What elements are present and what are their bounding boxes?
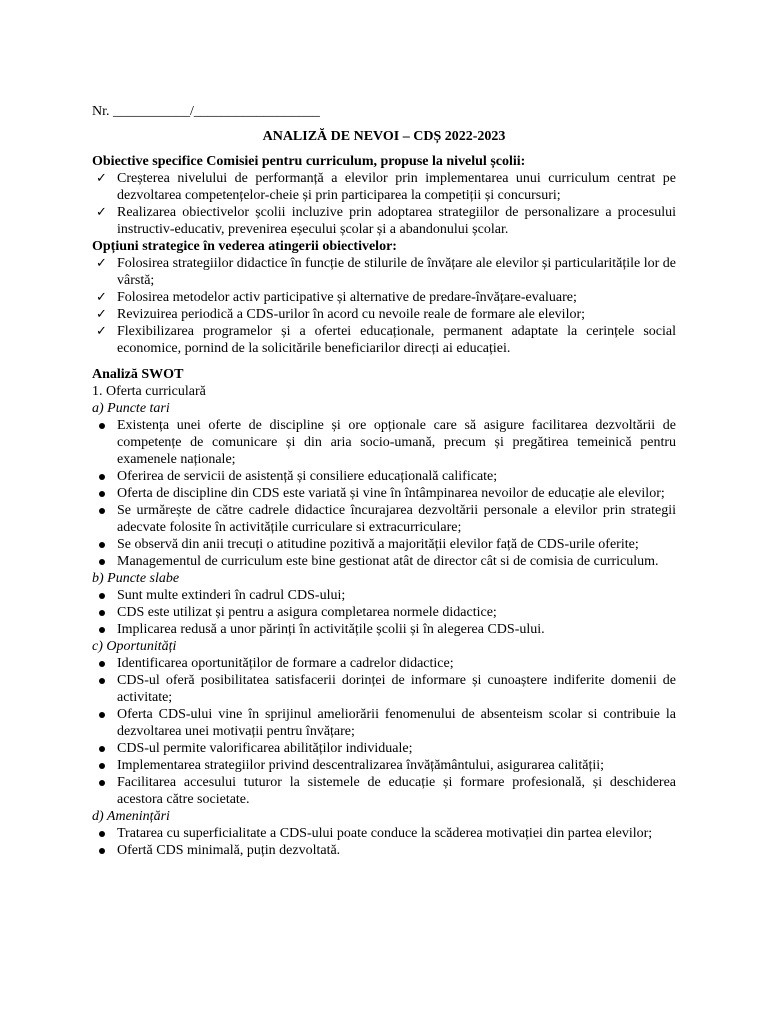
option-item: ✓ Folosirea metodelor activ participative și alternative de predare-învățare-evaluare; — [92, 289, 676, 306]
document-title: ANALIZĂ DE NEVOI – CDȘ 2022-2023 — [262, 129, 506, 144]
opportunity-item: CDS-ul permite valorificarea abilităților individuale; — [92, 740, 676, 757]
strength-item: Se observă din anii trecuți o atitudine pozitivă a majorității elevilor față de CDS-urile oferite; — [92, 536, 676, 553]
opportunity-item: Oferta CDS-ului vine în sprijinul ameliorării fenomenului de absenteism scolar si contribuie la dezvoltarea unei motivații pentru învățare; — [92, 706, 676, 740]
option-item: ✓ Folosirea strategiilor didactice în funcție de stilurile de învățare ale elevilor și particularitățile lor de vârstă; — [92, 255, 676, 289]
strength-item: Existența unei oferte de discipline și ore opționale care să asigure facilitarea dezvoltării de competențe de comunicare și din aria socio-umană, precum și pregătirea temeinică pentru examenele naționale; — [92, 417, 676, 468]
weaknesses-list — [92, 587, 676, 638]
weaknesses-heading: b) Puncte slabe — [92, 571, 180, 586]
option-item: ✓ Flexibilizarea programelor și a ofertei educaționale, permanent adaptate la cerințele social economice, pornind de la solicitările beneficiarilor direcți ai educației. — [92, 323, 676, 357]
objective-item: ✓ Creșterea nivelului de performanță a elevilor prin implementarea unui curriculum centrat pe dezvoltarea competențelor-cheie și prin participarea la competiții și concursuri; — [92, 170, 676, 204]
threats-list — [92, 825, 676, 859]
opportunities-list — [92, 655, 676, 808]
weakness-item: Implicarea redusă a unor părinți în activitățile școlii și în alegerea CDS-ului. — [92, 621, 676, 638]
document-number-line: Nr. ___________/__________________ — [92, 104, 320, 119]
opportunity-item: Identificarea oportunităților de formare a cadrelor didactice; — [92, 655, 676, 672]
document-body — [92, 103, 676, 859]
objectives-heading: Obiective specifice Comisiei pentru curriculum, propuse la nivelul școlii: — [92, 154, 526, 169]
strength-item: Oferta de discipline din CDS este variată și vine în întâmpinarea nevoilor de educație ale elevilor; — [92, 485, 676, 502]
section-heading: 1. Oferta curriculară — [92, 384, 206, 399]
objective-item: ✓ Realizarea obiectivelor școlii incluzive prin adoptarea strategiilor de personalizare a procesului instructiv-educativ, prevenirea eșecului școlar și a abandonului școlar. — [92, 204, 676, 238]
strengths-list — [92, 417, 676, 570]
option-item: ✓ Revizuirea periodică a CDS-urilor în acord cu nevoile reale de formare ale elevilor; — [92, 306, 676, 323]
swot-heading: Analiză SWOT — [92, 367, 184, 382]
threat-item: Ofertă CDS minimală, puțin dezvoltată. — [92, 842, 676, 859]
strength-item: Oferirea de servicii de asistență și consiliere educațională calificate; — [92, 468, 676, 485]
threat-item: Tratarea cu superficialitate a CDS-ului poate conduce la scăderea motivației din partea elevilor; — [92, 825, 676, 842]
opportunity-item: Implementarea strategiilor privind descentralizarea învățământului, asigurarea calității; — [92, 757, 676, 774]
strength-item: Managementul de curriculum este bine gestionat atât de director cât si de comisia de curriculum. — [92, 553, 676, 570]
weakness-item: CDS este utilizat și pentru a asigura completarea normele didactice; — [92, 604, 676, 621]
options-heading: Opțiuni strategice în vederea atingerii obiectivelor: — [92, 239, 397, 254]
opportunity-item: Facilitarea accesului tuturor la sistemele de educație și formare profesională, și deschiderea acestora către societate. — [92, 774, 676, 808]
options-list — [92, 255, 676, 357]
opportunities-heading: c) Oportunități — [92, 639, 177, 654]
objectives-list — [92, 170, 676, 238]
weakness-item: Sunt multe extinderi în cadrul CDS-ului; — [92, 587, 676, 604]
strengths-heading: a) Puncte tari — [92, 401, 170, 416]
strength-item: Se urmărește de către cadrele didactice încurajarea dezvoltării personale a elevilor prin strategii adecvate folosite în activitățile curriculare si extracurriculare; — [92, 502, 676, 536]
opportunity-item: CDS-ul oferă posibilitatea satisfacerii dorinței de informare și cunoaștere indiferite domenii de activitate; — [92, 672, 676, 706]
threats-heading: d) Amenințări — [92, 809, 170, 824]
